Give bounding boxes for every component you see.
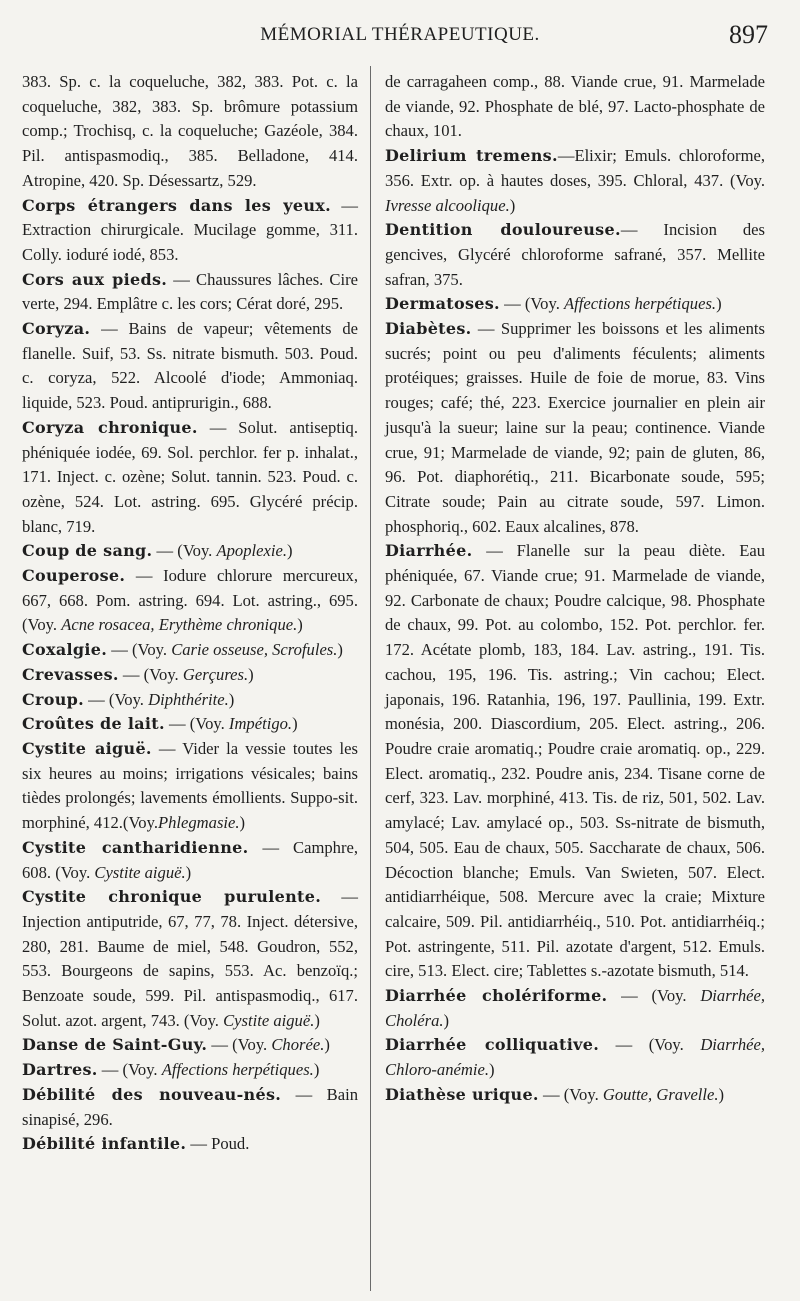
page-header (24, 20, 776, 58)
entry-text: — Supprimer les boissons et les aliments sucrés; point ou peu d'aliments féculents; aliments protéiques; graisses. Huile de foie de morue, 83. Vins rouges; café; thé, 223. Exercice journalier en plein air jusqu'à la sueur; laine sur la peau; continence. Viande crue, 91; Marmelade de viande, 92; pain de gluten, 86, 96. Pot. diaphorétiq., 211. Bicarbonate soude, 595; Citrate soude; Pain au citrate soude, 597. Limon. phosphoriq., 602. Eaux alcalines, 878. (385, 319, 765, 536)
index-entry (22, 712, 358, 737)
entry-text-end: ) (248, 664, 254, 684)
entry-reference: Gerçures. (182, 664, 249, 684)
entry-reference: Affections herpétiques. (564, 294, 717, 314)
entry-term: Couperose. (22, 566, 126, 586)
entry-text: — (Voy. (538, 1084, 603, 1104)
entry-term: Cystite cantharidienne. (22, 837, 249, 857)
index-entry (385, 292, 765, 317)
entry-term: Delirium tremens. (385, 146, 558, 166)
entry-term: Corps étrangers dans les yeux. (22, 195, 331, 215)
index-entry (385, 984, 765, 1033)
entry-text: — (Voy. (607, 986, 701, 1006)
entry-term: Dermatoses. (385, 294, 500, 314)
entry-text: 383. Sp. c. la coqueluche, 382, 383. Pot. c. la coqueluche, 382, 383. Sp. brômure potassium comp.; Trochisq, c. la coqueluche; Gazéole, 384. Pil. antispasmodiq., 385. Belladone, 414. Atropine, 420. Sp. Désessartz, 529. (22, 72, 358, 190)
index-entry (22, 836, 358, 885)
entry-text-end: ) (718, 1084, 725, 1104)
entry-text-end: ) (314, 1010, 320, 1030)
entry-term: Croup. (22, 689, 85, 709)
index-entry (385, 144, 765, 218)
entry-text: — (Voy. (107, 640, 172, 660)
entry-reference: Cystite aiguë. (94, 862, 186, 882)
index-entry (22, 1083, 358, 1132)
index-entry (22, 70, 358, 194)
entry-term: Cors aux pieds. (22, 269, 168, 289)
entry-term: Dartres. (22, 1060, 98, 1080)
entry-text: — (Voy. (499, 294, 564, 314)
running-title: MÉMORIAL THÉRAPEUTIQUE. (260, 24, 540, 45)
index-entry (22, 688, 358, 713)
entry-term: Débilité infantile. (22, 1134, 187, 1154)
entry-text-end: ) (297, 615, 303, 635)
index-entry (22, 885, 358, 1033)
index-entry (22, 416, 358, 540)
entry-term: Croûtes de lait. (22, 714, 165, 734)
entry-text: — (Voy. (164, 714, 229, 734)
entry-term: Cystite aiguë. (22, 738, 152, 758)
entry-reference: Carie osseuse, Scrofules. (171, 640, 338, 660)
index-entry (22, 1033, 358, 1058)
entry-term: Diabètes. (385, 319, 472, 339)
entry-term: Coryza. (22, 319, 91, 339)
entry-reference: Cystite aiguë. (223, 1010, 315, 1030)
entry-text: — Solut. antiseptiq. phéniquée iodée, 69. Sol. perchlor. fer p. inhalat., 171. Inject. c. ozène; Solut. tannin. 523. Poud. c. ozène, 524. Lot. astring. 695. Glycéré précip. blanc, 719. (22, 417, 359, 536)
entry-text-end: ) (443, 1010, 450, 1030)
entry-text-end: ) (292, 714, 298, 734)
right-column (385, 70, 765, 1108)
index-entry (385, 317, 765, 539)
index-entry (385, 1033, 765, 1082)
entry-term: Diarrhée cholériforme. (385, 986, 608, 1006)
index-entry (385, 218, 765, 292)
entry-text-end: ) (185, 862, 192, 882)
entry-text-end: ) (324, 1035, 330, 1055)
entry-reference: Impétigo. (228, 714, 293, 734)
entry-term: Cystite chronique purulente. (22, 887, 322, 907)
column-divider (370, 66, 371, 1291)
index-entry (22, 1058, 358, 1083)
entry-reference: Ivresse alcoolique. (385, 195, 510, 215)
entry-text: — (Voy. (118, 664, 183, 684)
entry-term: Coup de sang. (22, 541, 153, 561)
entry-text: — Camphre, 608. (Voy. (22, 837, 358, 882)
index-entry (22, 268, 358, 317)
entry-text: de carragaheen comp., 88. Viande crue, 91. Marmelade de viande, 92. Phosphate de blé, 97. Lacto-phosphate de chaux, 101. (385, 72, 765, 141)
entry-text: — Vider la vessie toutes les six heures au moins; irrigations vésicales; bains tièdes prolongés; lavements émollients. Suppo-sit. morphiné, 412.(Voy. (22, 738, 358, 833)
entry-term: Coxalgie. (22, 640, 108, 660)
index-entry (385, 70, 765, 144)
entry-text: — Flanelle sur la peau diète. Eau phéniquée, 67. Viande crue; 91. Marmelade de viande, 92. Carbonate de chaux; Poudre calcique, 98. Phosphate de chaux, 99. Pot. au colombo, 152. Pot. perchlor. fer. 172. Acétate plomb, 183, 184. Lav. astring., 191. Tis. cachou, 195, 196. Tis. astring.; Vin cachou; Elect. japonais, 196. Ratanhia, 196, 197. Paullinia, 199. Extr. monésia, 200. Diascordium, 205. Elect. astring., 206. Poudre craie aromatiq.; Poudre craie aromatiq. op., 229. Elect. aromatiq., 232. Poudre anis, 234. Tisane corne de cerf, 323. Lav. morphiné, 413. Tis. de riz, 501, 502. Lav. amylacé; Lav. amylacé op., 503. Ss-nitrate de bismuth, 504, 505. Eau de chaux, 505. Saccharate de chaux, 506. Décoction blanche; Emuls. Van Swieten, 507. Elect. antidiarrhéique, 508. Mercure avec la craie; Mixture calcaire, 509. Pil. antidiarrhéiq., 510. Pot. antidiarrhéiq.; Pot. astringente, 511. Pil. azotate d'argent, 512. Emuls. cire, 513. Elect. cire; Tablettes s.-azotate bismuth, 514. (385, 541, 765, 981)
index-entry (22, 194, 358, 268)
entry-term: Débilité des nouveau-nés. (22, 1084, 282, 1104)
entry-term: Diathèse urique. (385, 1084, 539, 1104)
index-entry (22, 638, 358, 663)
entry-text-end: ) (509, 195, 516, 215)
entry-text: — Iodure chlorure mercureux, 667, 668. Pom. astring. 694. Lot. astring., 695. (Voy. (22, 566, 358, 635)
entry-reference: Acne rosacea, Erythème chronique. (61, 615, 298, 635)
page-number: 897 (729, 20, 768, 49)
index-entry (22, 1132, 358, 1157)
entry-text: — (Voy. (97, 1060, 162, 1080)
entry-text-end: ) (337, 640, 343, 660)
index-entry (22, 663, 358, 688)
index-entry (22, 737, 358, 836)
entry-text-end: ) (239, 813, 246, 833)
left-column (22, 70, 358, 1157)
entry-text: — Bains de vapeur; vêtements de flanelle. Suif, 53. Ss. nitrate bismuth. 503. Poud. c. coryza, 522. Alcoolé d'iode; Ammoniaq. liquide, 523. Poud. antiprurigin., 688. (22, 319, 358, 413)
index-entry (22, 564, 358, 638)
entry-term: Coryza chronique. (22, 417, 198, 437)
entry-text: —Elixir; Emuls. chloroforme, 356. Extr. op. à hautes doses, 395. Chloral, 437. (Voy. (385, 146, 765, 190)
index-entry (385, 1083, 765, 1108)
entry-text: — Poud. (186, 1134, 250, 1154)
entry-reference: Goutte, Gravelle. (602, 1084, 719, 1104)
entry-reference: Diphthérite. (148, 689, 229, 709)
entry-term: Crevasses. (22, 664, 119, 684)
entry-reference: Diarrhée, Choléra. (385, 986, 765, 1030)
index-entry (385, 539, 765, 984)
entry-reference: Apoplexie. (216, 541, 287, 561)
entry-text-end: ) (489, 1060, 495, 1080)
entry-reference: Affections herpétiques. (161, 1060, 314, 1080)
entry-text: — (Voy. (84, 689, 149, 709)
entry-term: Diarrhée colliquative. (385, 1035, 600, 1055)
entry-text: — Chaussures lâches. Cire verte, 294. Emplâtre c. les cors; Cérat doré, 295. (22, 269, 358, 314)
entry-reference: Chorée. (271, 1035, 325, 1055)
entry-text-end: ) (228, 689, 235, 709)
entry-text: — (Voy. (152, 541, 217, 561)
entry-text: — Bain sinapisé, 296. (22, 1084, 358, 1129)
entry-text: — Extraction chirurgicale. Mucilage gomme, 311. Colly. ioduré iodé, 853. (22, 195, 359, 264)
entry-reference: Diarrhée, Chloro-anémie. (385, 1035, 765, 1080)
index-entry (22, 539, 358, 564)
entry-text-end: ) (716, 294, 722, 314)
entry-text-end: ) (286, 541, 293, 561)
entry-term: Diarrhée. (385, 541, 473, 561)
entry-text: — Injection antiputride, 67, 77, 78. Inject. détersive, 280, 281. Baume de miel, 548. Goudron, 552, 553. Bourgeons de sapins, 553. Ac. benzoïq.; Benzoate soude, 599. Pil. antispasmodiq., 617. Solut. azot. argent, 743. (Voy. (22, 887, 358, 1030)
entry-text: — Incision des gencives, Glycéré chloroforme safrané, 357. Mellite safran, 375. (385, 220, 765, 289)
index-entry (22, 317, 358, 416)
entry-term: Dentition douloureuse. (385, 220, 621, 240)
entry-reference: Phlegmasie. (157, 813, 240, 833)
entry-term: Danse de Saint-Guy. (22, 1035, 208, 1055)
entry-text: — (Voy. (599, 1035, 701, 1055)
entry-text-end: ) (313, 1060, 320, 1080)
entry-text: — (Voy. (207, 1035, 272, 1055)
